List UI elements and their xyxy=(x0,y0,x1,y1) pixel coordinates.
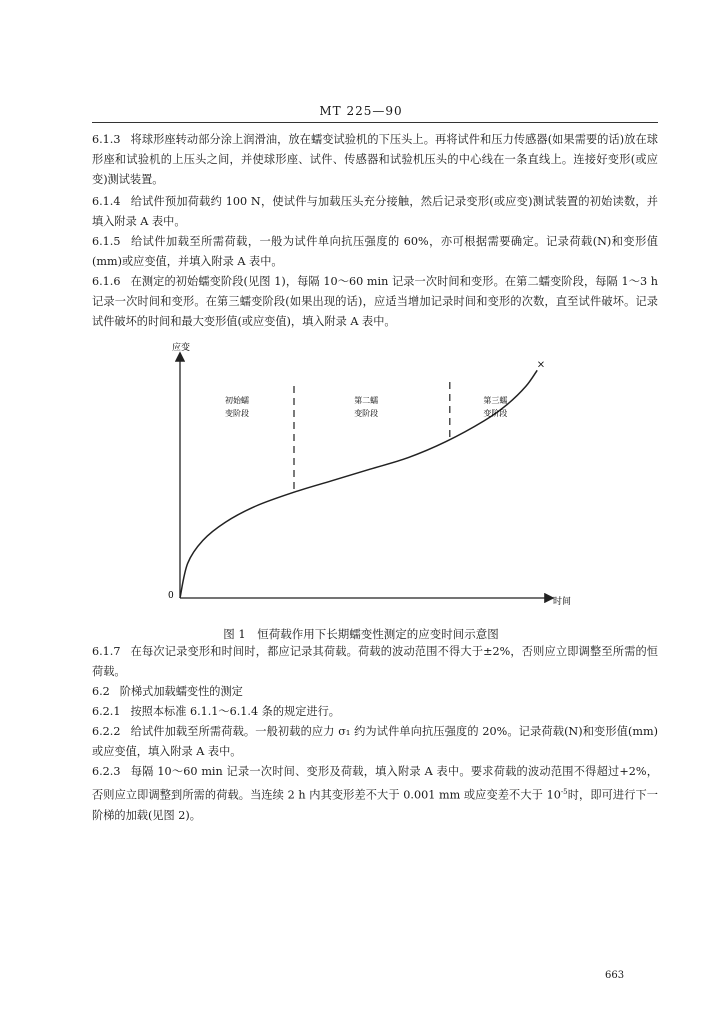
paragraph-6-2-3 xyxy=(92,762,658,826)
clause-text-before: 每隔 10～60 min 记录一次时间、变形及荷载，填入附录 A 表中。要求荷载的波动范围不得超过+2%，否则应立即调整到所需的荷载。当连续 2 h 内其变形差不大于 0.001 mm 或应变差不大于 10 xyxy=(92,765,658,802)
clause-number: 6.2.1 xyxy=(92,705,121,718)
stage-label-initial xyxy=(225,395,249,418)
page-number: 663 xyxy=(605,970,625,981)
x-axis-label: 时间 xyxy=(553,597,572,607)
paragraph-6-1-3 xyxy=(92,130,658,190)
origin-label: 0 xyxy=(168,591,174,601)
clause-text: 给试件加载至所需荷载。一般初载的应力 σ₁ 约为试件单向抗压强度的 20%。记录荷载(N)和变形值(mm)或应变值，填入附录 A 表中。 xyxy=(92,725,658,758)
clause-text: 给试件预加荷载约 100 N，使试件与加载压头充分接触，然后记录变形(或应变)测试装置的初始读数，并填入附录 A 表中。 xyxy=(92,195,658,228)
y-axis-label: 应变 xyxy=(172,343,191,353)
clause-text-after: 时，即可进行下一阶梯的加载(见图 2)。 xyxy=(92,788,658,822)
clause-number: 6.2 xyxy=(92,685,110,698)
svg-text:初始蠕: 初始蠕 xyxy=(225,396,249,405)
paragraph-6-1-5 xyxy=(92,232,658,272)
svg-text:变阶段: 变阶段 xyxy=(225,409,249,418)
clause-text: 给试件加载至所需荷载，一般为试件单向抗压强度的 60%，亦可根据需要确定。记录荷载(N)和变形值(mm)或应变值，并填入附录 A 表中。 xyxy=(92,235,658,268)
paragraph-6-2-1 xyxy=(92,702,658,722)
clause-number: 6.1.7 xyxy=(92,645,121,658)
figure-caption: 图 1 恒荷载作用下长期蠕变性测定的应变时间示意图 xyxy=(223,627,499,641)
clause-number: 6.2.2 xyxy=(92,725,121,738)
svg-text:第三蠕: 第三蠕 xyxy=(483,396,508,405)
page-header: MT 225—90 xyxy=(319,104,403,118)
creep-strain-time-chart xyxy=(160,336,580,616)
paragraph-6-1-4 xyxy=(92,192,658,232)
header-rule xyxy=(92,122,658,123)
clause-text: 在测定的初始蠕变阶段(见图 1)，每隔 10～60 min 记录一次时间和变形。在第二蠕变阶段，每隔 1～3 h 记录一次时间和变形。在第三蠕变阶段(如果出现的话)，应适当增加记录时间和变形的次数，直至试件破坏。记录试件破坏的时间和最大变形值(或应变值)，填入附录 A 表中。 xyxy=(92,275,658,328)
svg-text:变阶段: 变阶段 xyxy=(483,409,508,418)
svg-text:第二蠕: 第二蠕 xyxy=(354,396,379,405)
clause-text: 将球形座转动部分涂上润滑油，放在蠕变试验机的下压头上。再将试件和压力传感器(如果需要的话)放在球形座和试验机的上压头之间，并使球形座、试件、传感器和试验机压头的中心线在一条直线上。连接好变形(或应变)测试装置。 xyxy=(92,133,658,186)
clause-number: 6.1.4 xyxy=(92,195,121,208)
clause-number: 6.1.5 xyxy=(92,235,121,248)
failure-marker: × xyxy=(536,359,546,371)
stage-label-second xyxy=(354,395,378,418)
clause-number: 6.1.6 xyxy=(92,275,121,288)
clause-number: 6.2.3 xyxy=(92,765,121,778)
svg-text:变阶段: 变阶段 xyxy=(354,409,379,418)
paragraph-6-1-7 xyxy=(92,642,658,682)
clause-text: 在每次记录变形和时间时，都应记录其荷载。荷载的波动范围不得大于±2%，否则应立即调整至所需的恒荷载。 xyxy=(92,645,658,678)
exponent: -5 xyxy=(560,788,568,796)
clause-number: 6.1.3 xyxy=(92,133,121,146)
paragraph-6-2-2 xyxy=(92,722,658,762)
paragraph-6-1-6 xyxy=(92,272,658,332)
clause-text: 按照本标准 6.1.1～6.1.4 条的规定进行。 xyxy=(130,705,340,718)
section-heading-6-2 xyxy=(92,682,658,702)
clause-text: 阶梯式加载蠕变性的测定 xyxy=(119,685,243,698)
